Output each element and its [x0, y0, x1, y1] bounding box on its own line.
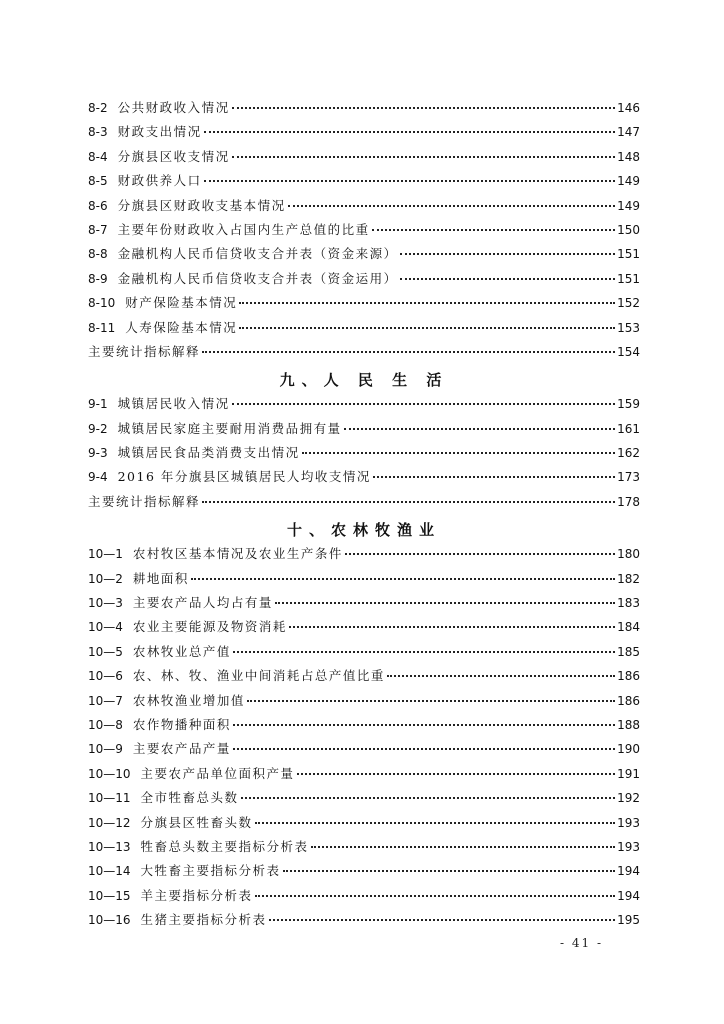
- toc-entry-number: 10—14: [88, 864, 131, 879]
- toc-entry-number: 10—5: [88, 644, 123, 659]
- toc-entry-title: 人寿保险基本情况: [125, 319, 238, 335]
- toc-entry-page: 192: [617, 791, 640, 806]
- dot-leader: [289, 626, 615, 628]
- toc-entry-title: 主要农产品人均占有量: [132, 595, 273, 611]
- toc-entry-page: 180: [617, 547, 640, 562]
- toc-entry-page: 161: [617, 421, 640, 436]
- dot-leader: [233, 748, 615, 750]
- toc-entry[interactable]: [88, 394, 640, 418]
- toc-entry-page: 147: [617, 125, 640, 140]
- toc-entry[interactable]: [88, 122, 640, 146]
- toc-entry-title: 农林牧渔业增加值: [132, 692, 245, 708]
- toc-entry-page: 162: [617, 446, 640, 461]
- toc-entry-title: 羊主要指标分析表: [140, 887, 253, 903]
- toc-entry-page: 193: [617, 815, 640, 830]
- toc-entry-number: 9-2: [88, 421, 108, 436]
- toc-entry[interactable]: [88, 910, 640, 934]
- toc-entry[interactable]: [88, 715, 640, 739]
- dot-leader: [241, 797, 616, 799]
- toc-entry-title: 农、林、牧、渔业中间消耗占总产值比重: [132, 668, 385, 684]
- toc-entry-number: 10—3: [88, 596, 123, 611]
- toc-entry-page: 182: [617, 571, 640, 586]
- toc-entry-title: 财政支出情况: [117, 124, 202, 140]
- toc-entry-title: 大牲畜主要指标分析表: [140, 863, 281, 879]
- toc-entry-title: 财产保险基本情况: [125, 295, 238, 311]
- toc-entry-page: 184: [617, 620, 640, 635]
- toc-entry[interactable]: [88, 593, 640, 617]
- toc-entry[interactable]: [88, 691, 640, 715]
- toc-entry-title: 城镇居民家庭主要耐用消费品拥有量: [117, 420, 342, 436]
- toc-entry[interactable]: [88, 293, 640, 317]
- toc-entry[interactable]: [88, 147, 640, 171]
- dot-leader: [400, 278, 615, 280]
- toc-entry-title: 主要统计指标解释: [88, 493, 201, 509]
- toc-entry-number: 10—15: [88, 888, 131, 903]
- dot-leader: [233, 651, 615, 653]
- toc-entry-page: 190: [617, 742, 640, 757]
- toc-entry-page: 191: [617, 766, 640, 781]
- toc-entry[interactable]: [88, 196, 640, 220]
- toc-entry[interactable]: [88, 739, 640, 763]
- toc-entry-title: 财政供养人口: [117, 173, 202, 189]
- page-number: - 41 -: [560, 936, 604, 950]
- dot-leader: [255, 822, 616, 824]
- dot-leader: [232, 107, 615, 109]
- toc-entry-number: 8-11: [88, 320, 116, 335]
- toc-entry-number: 8-3: [88, 125, 108, 140]
- toc-entry[interactable]: [88, 642, 640, 666]
- dot-leader: [269, 919, 616, 921]
- toc-entry-page: 194: [617, 864, 640, 879]
- toc-entry[interactable]: [88, 171, 640, 195]
- dot-leader: [311, 846, 616, 848]
- toc-entry-number: 8-10: [88, 296, 116, 311]
- dot-leader: [202, 351, 615, 353]
- toc-entry-title: 分旗县区收支情况: [117, 148, 230, 164]
- toc-entry-page: 173: [617, 470, 640, 485]
- toc-entry[interactable]: [88, 492, 640, 516]
- dot-leader: [204, 131, 615, 133]
- toc-entry[interactable]: [88, 318, 640, 342]
- toc-entry[interactable]: [88, 788, 640, 812]
- toc-entry-page: 178: [617, 494, 640, 509]
- toc-entry-page: 150: [617, 222, 640, 237]
- toc-entry-number: 10—8: [88, 717, 123, 732]
- toc-entry[interactable]: [88, 861, 640, 885]
- toc-entry-number: 8-2: [88, 101, 108, 115]
- toc-entry-title: 主要年份财政收入占国内生产总值的比重: [117, 221, 370, 237]
- toc-entry-page: 149: [617, 174, 640, 189]
- section-heading: 九、人 民 生 活: [279, 371, 449, 390]
- toc-entry-title: 全市牲畜总头数: [140, 790, 239, 806]
- dot-leader: [247, 700, 615, 702]
- toc-entry-number: 10—16: [88, 913, 131, 928]
- toc-entry-title: 农作物播种面积: [132, 716, 231, 732]
- toc-entry-page: 151: [617, 271, 640, 286]
- toc-entry-title: 分旗县区牲畜头数: [140, 814, 253, 830]
- dot-leader: [372, 229, 615, 231]
- toc-entry[interactable]: [88, 269, 640, 293]
- toc-entry-number: 10—2: [88, 571, 123, 586]
- toc-entry-title: 农村牧区基本情况及农业生产条件: [132, 546, 343, 562]
- dot-leader: [345, 553, 615, 555]
- toc-entry[interactable]: [88, 617, 640, 641]
- section-heading: 十、农林牧渔业: [286, 521, 441, 540]
- toc-entry-number: 8-4: [88, 149, 108, 164]
- toc-entry-number: 8-7: [88, 222, 108, 237]
- toc-entry-number: 10—6: [88, 669, 123, 684]
- dot-leader: [233, 724, 615, 726]
- dot-leader: [239, 302, 615, 304]
- toc-entry-number: 10—1: [88, 547, 123, 562]
- toc-entry-title: 生猪主要指标分析表: [140, 912, 267, 928]
- toc-entry-title: 公共财政收入情况: [117, 100, 230, 115]
- toc-entry[interactable]: [88, 813, 640, 837]
- toc-entry-title: 耕地面积: [132, 570, 189, 586]
- toc-entry-number: 9-4: [88, 470, 108, 485]
- toc-entry-page: 149: [617, 198, 640, 213]
- dot-leader: [297, 773, 616, 775]
- toc-entry[interactable]: [88, 443, 640, 467]
- toc-entry-title: 分旗县区财政收支基本情况: [117, 197, 286, 213]
- toc-entry-title: 城镇居民收入情况: [117, 396, 230, 412]
- toc-entry-number: 10—4: [88, 620, 123, 635]
- toc-entry-page: 146: [617, 101, 640, 115]
- dot-leader: [400, 253, 615, 255]
- dot-leader: [202, 501, 615, 503]
- toc-entry-title: 2016 年分旗县区城镇居民人均收支情况: [117, 469, 371, 485]
- toc-entry[interactable]: [88, 837, 640, 861]
- toc-entry[interactable]: [88, 419, 640, 443]
- toc-entry[interactable]: [88, 342, 640, 366]
- toc-entry-page: 148: [617, 149, 640, 164]
- dot-leader: [204, 180, 615, 182]
- toc-entry-number: 8-6: [88, 198, 108, 213]
- toc-entry-title: 金融机构人民币信贷收支合并表（资金运用）: [117, 270, 398, 286]
- toc-entry-title: 城镇居民食品类消费支出情况: [117, 445, 300, 461]
- dot-leader: [344, 428, 615, 430]
- dot-leader: [191, 578, 615, 580]
- toc-entry[interactable]: [88, 764, 640, 788]
- dot-leader: [275, 602, 615, 604]
- toc-entry-page: 153: [617, 320, 640, 335]
- toc-entry-number: 10—9: [88, 742, 123, 757]
- toc-entry-page: 194: [617, 888, 640, 903]
- dot-leader: [255, 895, 616, 897]
- toc-entry[interactable]: [88, 666, 640, 690]
- toc-entry-title: 农林牧业总产值: [132, 643, 231, 659]
- toc-entry[interactable]: [88, 886, 640, 910]
- table-of-contents: [88, 98, 640, 935]
- toc-entry-page: 186: [617, 669, 640, 684]
- toc-entry-number: 8-5: [88, 174, 108, 189]
- dot-leader: [302, 452, 615, 454]
- toc-entry-title: 金融机构人民币信贷收支合并表（资金来源）: [117, 246, 398, 262]
- dot-leader: [288, 205, 615, 207]
- dot-leader: [232, 156, 615, 158]
- toc-entry-number: 10—12: [88, 815, 131, 830]
- toc-entry-number: 10—7: [88, 693, 123, 708]
- dot-leader: [232, 403, 615, 405]
- toc-entry-number: 9-1: [88, 397, 108, 412]
- toc-entry-page: 154: [617, 344, 640, 359]
- toc-entry-page: 188: [617, 717, 640, 732]
- toc-entry-number: 10—10: [88, 766, 131, 781]
- toc-entry[interactable]: [88, 569, 640, 593]
- toc-entry[interactable]: [88, 467, 640, 491]
- toc-entry-page: 152: [617, 296, 640, 311]
- toc-entry-number: 9-3: [88, 446, 108, 461]
- toc-entry-page: 183: [617, 596, 640, 611]
- toc-entry-page: 193: [617, 839, 640, 854]
- toc-entry-number: 10—11: [88, 791, 131, 806]
- toc-entry-title: 主要农产品产量: [132, 741, 231, 757]
- toc-entry-page: 186: [617, 693, 640, 708]
- toc-entry-number: 10—13: [88, 839, 131, 854]
- dot-leader: [387, 675, 615, 677]
- toc-entry[interactable]: [88, 98, 640, 122]
- toc-entry-title: 农业主要能源及物资消耗: [132, 619, 287, 635]
- toc-entry-number: 8-9: [88, 271, 108, 286]
- toc-entry-title: 主要统计指标解释: [88, 343, 201, 359]
- toc-entry[interactable]: [88, 220, 640, 244]
- toc-entry[interactable]: [88, 244, 640, 268]
- toc-entry-number: 8-8: [88, 247, 108, 262]
- toc-entry-page: 159: [617, 397, 640, 412]
- toc-entry-page: 195: [617, 913, 640, 928]
- toc-entry-title: 牲畜总头数主要指标分析表: [140, 838, 309, 854]
- toc-entry-page: 185: [617, 644, 640, 659]
- dot-leader: [373, 476, 615, 478]
- dot-leader: [239, 327, 615, 329]
- toc-entry[interactable]: [88, 544, 640, 568]
- dot-leader: [283, 870, 616, 872]
- toc-entry-page: 151: [617, 247, 640, 262]
- toc-entry-title: 主要农产品单位面积产量: [140, 765, 295, 781]
